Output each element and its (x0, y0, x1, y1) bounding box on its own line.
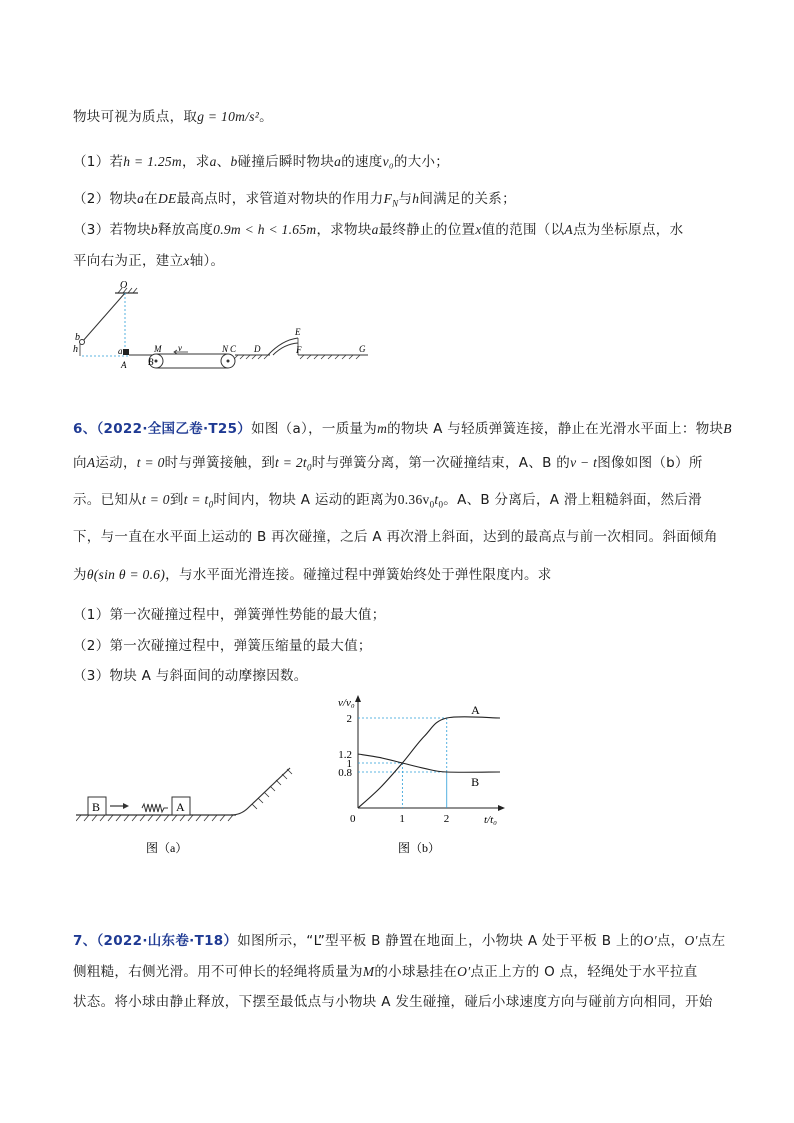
label-a: a (118, 346, 123, 356)
label-E: E (295, 327, 301, 337)
series-label-B: B (471, 775, 480, 789)
q6-number: 6、 (73, 421, 97, 437)
incline (231, 768, 290, 815)
series-label-A: A (471, 703, 480, 717)
q6-sub1: （1）第一次碰撞过程中，弹簧弹性势能的最大值； (73, 607, 386, 623)
x-axis-arrow (498, 805, 505, 811)
label-N: N (222, 344, 229, 354)
y-axis-arrow (355, 695, 361, 702)
block-a (123, 349, 129, 355)
y-tick-label: 0.8 (338, 767, 352, 779)
intro-line: 物块可视为质点，取g = 10m/s²。 (73, 109, 273, 125)
pipe-inner (273, 343, 298, 355)
ball-b (80, 340, 85, 345)
series-line-A (358, 717, 500, 808)
q5-part3-line1: （3）若物块b释放高度0.9m < h < 1.65m，求物块a最终静止的位置x值的范围（以A点为坐标原点，水 (73, 222, 684, 238)
y-tick-label: 2 (346, 713, 352, 725)
q6-figure-a (76, 760, 301, 860)
caption-a: 图（a） (146, 841, 188, 855)
q5-figure (70, 278, 380, 378)
label-F: F (296, 345, 302, 355)
q6-sub3: （3）物块 A 与斜面间的动摩擦因数。 (73, 668, 308, 684)
q7-line2: 侧粗糙，右侧光滑。用不可伸长的轻绳将质量为M的小球悬挂在O′点正上方的 O 点，轻绳处于水平拉直 (73, 964, 698, 980)
block-B-label: B (92, 800, 101, 814)
incline-hatch (252, 769, 292, 809)
pipe-outer (268, 338, 298, 355)
q5-part1: （1）若h = 1.25m，求a、b碰撞后瞬时物块a的速度v₀的大小； (73, 154, 450, 170)
label-M: M (154, 344, 162, 354)
label-G: G (359, 344, 366, 354)
q5-part3-line2: 平向右为正，建立x轴）。 (73, 253, 225, 269)
q6-line5: 为θ(sin θ = 0.6)，与水平面光滑连接。碰撞过程中弹簧始终处于弹性限度内。求 (73, 567, 552, 583)
label-h: h (73, 344, 78, 355)
q5-part2: （2）物块a在DE最高点时，求管道对物块的作用力$F_N$与h间满足的关系； (73, 191, 516, 209)
label-D: D (254, 344, 261, 354)
label-v: v (178, 343, 182, 353)
q6-line1: 6、（2022·全国乙卷·T25）如图（a），一质量为m的物块 A 与轻质弹簧连接，静止在光滑水平面上：物块B (73, 421, 732, 437)
q6-line4: 下，与一直在水平面上运动的 B 再次碰撞，之后 A 再次滑上斜面，达到的最高点与前一次相同。斜面倾角 (73, 529, 718, 545)
q6-sub2: （2）第一次碰撞过程中，弹簧压缩量的最大值； (73, 638, 372, 654)
q6-line2: 向A运动，t = 0时与弹簧接触，到$t = 2t_0$时与弹簧分离，第一次碰撞结束，A、B 的v − t图像如图（b）所 (73, 455, 703, 473)
q6-figure-b-chart (325, 690, 525, 862)
ground-FG-hatch (300, 355, 360, 359)
origin-label: 0 (350, 813, 356, 825)
label-O: O (120, 280, 128, 291)
label-C: C (230, 344, 237, 354)
label-A: A (121, 360, 127, 370)
q6-line3: 示。已知从t = 0到$t = t_0$时间内，物块 A 运动的距离为$0.36v_0t_0$。A、B 分离后，A 滑上粗糙斜面，然后滑 (73, 492, 702, 510)
y-axis-label: v/v₀ (338, 697, 355, 709)
label-B: B (148, 357, 154, 367)
caption-b: 图（b） (398, 841, 441, 855)
q7-number: 7、 (73, 933, 97, 949)
q7-line1: 7、（2022·山东卷·T18）如图所示，“L”型平板 B 静置在地面上，小物块 A 处于平板 B 上的O′点，O′点左 (73, 933, 726, 949)
y-tick-label: 1.2 (338, 749, 352, 761)
q7-source: （2022·山东卷·T18） (96, 933, 238, 949)
ground-hatch (76, 815, 233, 821)
x-axis-label: t/t₀ (484, 814, 497, 826)
ground-CD-hatch (234, 355, 268, 359)
x-tick-label: 1 (399, 813, 405, 825)
y-tick-label: 1 (346, 758, 352, 770)
label-b: b (75, 332, 80, 343)
q7-line3: 状态。将小球由静止释放，下摆至最低点与小物块 A 发生碰撞，碰后小球速度方向与碰前方向相同，开始 (73, 994, 713, 1010)
pendulum-string (82, 293, 125, 342)
series-lines (358, 703, 500, 808)
spring (142, 804, 168, 812)
block-A-label: A (176, 800, 185, 814)
x-tick-label: 2 (443, 813, 450, 825)
q6-source: （2022·全国乙卷·T25） (96, 421, 252, 437)
